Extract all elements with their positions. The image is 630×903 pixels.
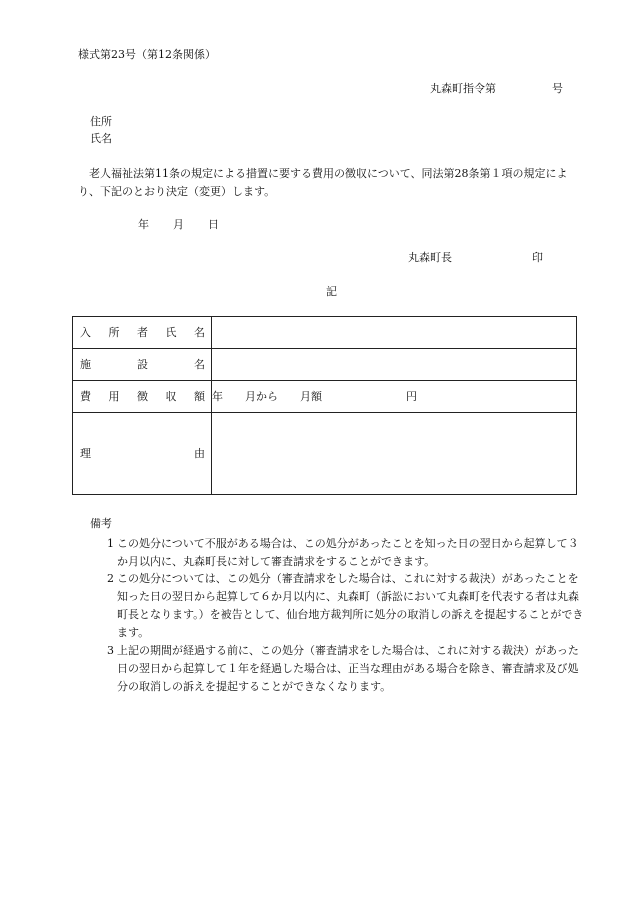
remark-number: 2: [107, 572, 114, 585]
issuer: [408, 251, 543, 264]
notice-number: [430, 82, 563, 95]
label-char: 理: [80, 446, 91, 460]
facility-name-label: [73, 349, 212, 381]
label-char: 額: [194, 389, 205, 403]
remark-item: [100, 535, 586, 571]
label-char: 氏: [165, 325, 177, 339]
table-row-reason: [73, 413, 577, 495]
fee-label: [73, 381, 212, 413]
remark-text: この処分について不服がある場合は、この処分があったことを知った日の翌日から起算して３か月以内に、丸森町長に対して審査請求をすることができます。: [117, 537, 579, 568]
table-row-fee: [73, 381, 577, 413]
table-row-facility: [73, 349, 577, 381]
label-char: 名: [194, 325, 205, 339]
fee-value[interactable]: [212, 381, 577, 413]
label-char: 収: [165, 389, 177, 403]
resident-name-label: [73, 317, 212, 349]
fee-from-month: 月から: [245, 389, 278, 403]
seal-mark: 印: [532, 251, 543, 264]
label-char: 入: [80, 325, 91, 339]
label-char: 徴: [137, 389, 148, 403]
remarks-title: 備考: [90, 517, 112, 530]
remark-item: [100, 570, 586, 642]
reason-label: [73, 413, 212, 495]
notice-number-prefix: 丸森町指令第: [430, 82, 496, 95]
remark-text: 上記の期間が経過する前に、この処分（審査請求をした場合は、これに対する裁決）があった日の翌日から起算して１年を経過した場合は、正当な理由がある場合を除き、審査請求及び処分の取消しの訴えを提起することができなくなります。: [117, 644, 579, 693]
detail-table: [72, 316, 577, 495]
label-char: 者: [137, 325, 148, 339]
remark-number: 1: [107, 537, 114, 550]
date-day: 日: [208, 218, 219, 231]
reason-value[interactable]: [212, 413, 577, 495]
remark-item: [100, 642, 586, 696]
label-char: 設: [137, 357, 148, 371]
fee-yen: 円: [406, 389, 417, 403]
fee-monthly: 月額: [300, 389, 322, 403]
remark-number: 3: [107, 644, 114, 657]
address-label: 住所: [90, 115, 112, 128]
label-char: 費: [80, 389, 91, 403]
form-label: 様式第23号（第12条関係）: [78, 48, 216, 61]
label-char: 所: [108, 325, 120, 339]
body-text: 老人福祉法第11条の規定による措置に要する費用の徴収について、同法第28条第１項の規定により、下記のとおり決定（変更）します。: [78, 167, 568, 198]
label-char: 名: [194, 357, 205, 371]
resident-name-value[interactable]: [212, 317, 577, 349]
notice-number-suffix: 号: [552, 82, 563, 95]
table-row-resident: [73, 317, 577, 349]
name-label: 氏名: [90, 132, 112, 145]
issuer-title: 丸森町長: [408, 251, 452, 264]
date-month: 月: [173, 218, 184, 231]
fee-year: 年: [212, 389, 223, 403]
facility-name-value[interactable]: [212, 349, 577, 381]
label-char: 用: [108, 389, 120, 403]
label-char: 由: [194, 446, 205, 460]
ki-heading: 記: [326, 285, 337, 298]
label-char: 施: [80, 357, 91, 371]
remark-text: この処分については、この処分（審査請求をした場合は、これに対する裁決）があったことを知った日の翌日から起算して６か月以内に、丸森町（訴訟において丸森町を代表する者は丸森町長となります。）を被告として、仙台地方裁判所に処分の取消しの訴えを提起することができます。: [117, 572, 584, 639]
date-line: [138, 218, 219, 231]
date-year: 年: [138, 218, 149, 231]
